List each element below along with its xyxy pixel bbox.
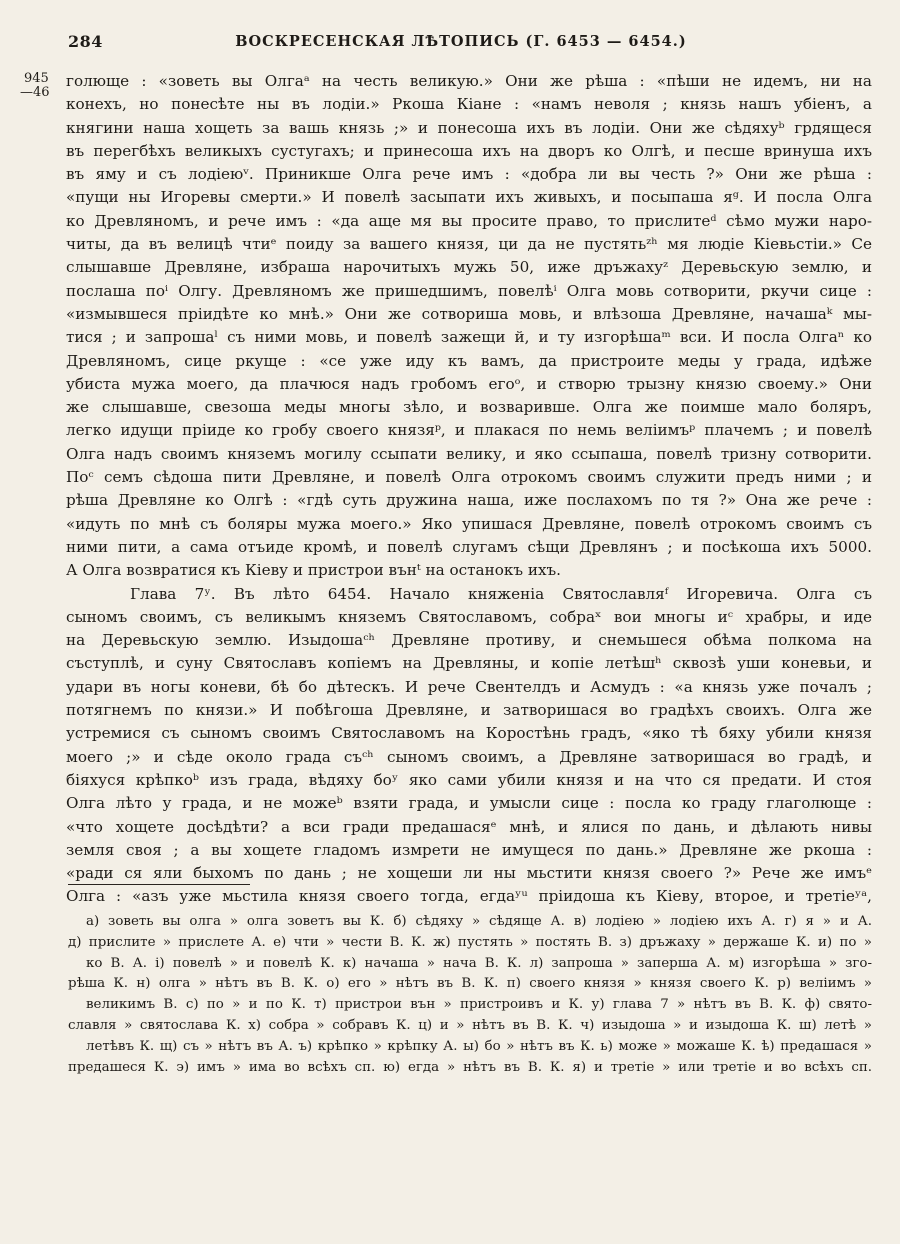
main-text-line: Глава 7ʸ. Въ лѣто 6454. Начало княженiа Святославляᶠ Игоревича. Олга съ xyxy=(130,584,872,603)
main-text-line: убиста мужа моего, да плачюся надъ гробомъ егоᵒ, и створю трызну князю своему.» Они xyxy=(66,374,872,393)
footnote-line: ко В. А. i) повелѣ » и повелѣ К. к) начаша » нача В. К. л) запроша » заперша А. м) изгорѣша » зго- xyxy=(86,955,872,971)
page-header xyxy=(68,32,854,56)
footnote-line: великимъ В. с) по » и по К. т) пристрои вън » пристроивъ и К. у) глава 7 » нѣтъ въ В. К. ф) свято- xyxy=(86,997,872,1013)
main-text-line: «что хощете досѣдѣти? а вси гради предашасяᵉ мнѣ, и ялися по дань, и дѣлають нивы xyxy=(66,817,872,836)
main-text-line: Олга лѣто у града, и не можеᵇ взяти града, и умысли сице : посла ко граду глаголюще : xyxy=(66,794,872,813)
main-text-line: легко идущи прiиде ко гробу своего князяᵖ, и плакася по немь велiимъᵖ плачемъ ; и повелѣ xyxy=(66,421,872,440)
footnote-line: рѣша К. н) олга » нѣтъ въ В. К. о) его » нѣтъ въ В. К. п) своего князя » князя своего К. р) велiимъ » xyxy=(68,976,872,992)
main-text-line: княгини наша хощеть за вашь князь ;» и понесоша ихъ въ лодiи. Они же сѣдяхуᵇ грдящеся xyxy=(66,118,872,137)
main-text-line: ними пити, а сама отъиде кромѣ, и повелѣ слугамъ сѣщи Древлянъ ; и посѣкоша ихъ 5000. xyxy=(66,537,872,556)
main-text-line: слышавше Древляне, избраша нарочитыхъ мужь 50, иже дръжахуᶻ Деревьскую землю, и xyxy=(66,258,872,277)
page-number: 284 xyxy=(68,32,103,51)
footnotes-block xyxy=(68,912,872,1078)
main-text-line: съступлѣ, и суну Святославъ копiемъ на Древляны, и копiе летѣшʰ сквозѣ уши коневьи, и xyxy=(66,654,872,673)
main-text-line: тися ; и запрошаˡ съ ними мовь, и повелѣ зажещи й, и ту изгорѣшаᵐ вси. И посла Олгаⁿ ко xyxy=(66,328,872,347)
main-text-line: Олга : «азъ уже мьстила князя своего тогда, егдаʸᵘ прiидоша къ Кiеву, второе, и третiеʸᵃ, xyxy=(66,887,872,906)
main-text-line: «измывшеся прiидѣте ко мнѣ.» Они же сотвориша мовь, и влѣзоша Древляне, начашаᵏ мы- xyxy=(66,304,872,323)
main-text-line: Поᶜ семъ сѣдоша пити Древляне, и повелѣ Олга отрокомъ своимъ служити предъ ними ; и xyxy=(66,468,872,487)
footnote-divider xyxy=(68,884,250,885)
main-text-line: ко Древляномъ, и рече имъ : «да аще мя вы просите право, то прислитеᵈ сѣмо мужи наро- xyxy=(66,211,872,230)
main-text-line: «ради ся яли быхомъ по дань ; не хощеши ли ны мьстити князя своего ?» Рече же имъᵉ xyxy=(66,864,872,883)
footnote-line: д) прислите » прислете А. е) чти » чести В. К. ж) пустять » постять В. з) дръжаху » держаше К. и) по » xyxy=(68,934,872,950)
footnote-line: славля » святослава К. х) собра » собравъ К. ц) и » нѣтъ въ В. К. ч) изыдоша » и изыдоша К. ш) летѣ » xyxy=(68,1017,872,1033)
main-text-line: конехъ, но понесѣте ны въ лодiи.» Ркоша Кiане : «намъ неволя ; князь нашъ убiенъ, а xyxy=(66,95,872,114)
main-text-line: устремися съ сыномъ своимъ Святославомъ на Коростѣнь градъ, «яко тѣ бяху убили князя xyxy=(66,724,872,743)
footnote-line: предашеся К. э) имъ » има во всѣхъ сп. ю) егда » нѣтъ въ В. К. я) и третiе » или третiе и во всѣхъ сп. xyxy=(68,1059,872,1075)
footnote-line: летѣвъ К. щ) съ » нѣтъ въ А. ъ) крѣпко » крѣпку А. ы) бо » нѣтъ въ К. ь) може » можаше К. ѣ) предашася » xyxy=(86,1038,872,1054)
running-head: ВОСКРЕСЕНСКАЯ ЛѢТОПИСЬ (Г. 6453 — 6454.) xyxy=(235,33,687,50)
footnote-line: а) зоветь вы олга » олга зоветъ вы К. б) сѣдяху » сѣдяще А. в) лодiею » лодiею ихъ А. г) я » и А. xyxy=(86,914,872,929)
main-text-line: на Деревьскую землю. Изыдошаᶜʰ Древляне противу, и снемьшеся обѣма полкома на xyxy=(66,631,872,650)
main-text-line: рѣша Древляне ко Олгѣ : «гдѣ суть дружина наша, иже послахомъ по тя ?» Она же рече : xyxy=(66,491,872,510)
main-text-line: бiяхуся крѣпкоᵇ изъ града, вѣдяху боʸ яко сами убили князя и на что ся предати. И стоя xyxy=(66,770,872,789)
margin-year-line-1: 945 xyxy=(24,71,49,86)
main-text-line: моего ;» и сѣде около града съᶜʰ сыномъ своимъ, а Древляне затворишася во градѣ, и xyxy=(66,747,872,766)
main-text-line: А Олга возвратися къ Кiеву и пристрои вънᵗ на останокъ ихъ. xyxy=(66,561,561,580)
main-text-line: голюще : «зоветь вы Олгаᵃ на честь великую.» Они же рѣша : «пѣши не идемъ, ни на xyxy=(66,72,872,90)
main-text-line: «идуть по мнѣ съ боляры мужа моего.» Яко упишася Древляне, повелѣ отрокомъ своимъ съ xyxy=(66,514,872,533)
margin-year-note xyxy=(20,71,68,100)
margin-year-line-2: —46 xyxy=(20,85,50,100)
main-text-line: Древляномъ, сице ркуще : «се уже иду къ вамъ, да пристроите меды у града, идѣже xyxy=(66,351,872,370)
main-text-line: удари въ ногы коневи, бѣ бо дѣтескъ. И рече Свентелдъ и Асмудъ : «а князь уже почалъ ; xyxy=(66,677,872,696)
main-text-line: «пущи ны Игоревы смерти.» И повелѣ засыпати ихъ живыхъ, и посыпаша яᵍ. И посла Олга xyxy=(66,188,872,207)
main-text-line: послаша поⁱ Олгу. Древляномъ же пришедшимъ, повелѣⁱ Олга мовь сотворити, ркучи сице : xyxy=(66,281,872,300)
main-text-line: потягнемъ по князи.» И побѣгоша Древляне, и затворишася во градѣхъ своихъ. Олга же xyxy=(66,701,872,720)
main-text-body xyxy=(66,70,872,909)
main-text-line: Олга надъ своимъ княземъ могилу ссыпати велику, и яко ссыпаша, повелѣ тризну сотворити. xyxy=(66,444,872,463)
main-text-line: сыномъ своимъ, съ великымъ княземъ Святославомъ, собраˣ вои многы иᶜ храбры, и иде xyxy=(66,607,872,626)
main-text-line: земля своя ; а вы хощете гладомъ измрети не имущеся по дань.» Древляне же ркоша : xyxy=(66,840,872,859)
main-text-line: въ яму и съ лодiеюᵛ. Приникше Олга рече имъ : «добра ли вы честь ?» Они же рѣша : xyxy=(66,165,872,184)
main-text-line: читы, да въ велицѣ чтиᵉ поиду за вашего князя, ци да не пустятьᶻʰ мя людiе Кiевьстiи.» Се xyxy=(66,235,872,254)
main-text-line: въ перегбѣхъ великыхъ сустугахъ; и принесоша ихъ на дворъ ко Олгѣ, и песше вринуша ихъ xyxy=(66,141,872,160)
main-text-line: же слышавше, свезоша меды многы зѣло, и возваривше. Олга же поимше мало боляръ, xyxy=(66,398,872,417)
